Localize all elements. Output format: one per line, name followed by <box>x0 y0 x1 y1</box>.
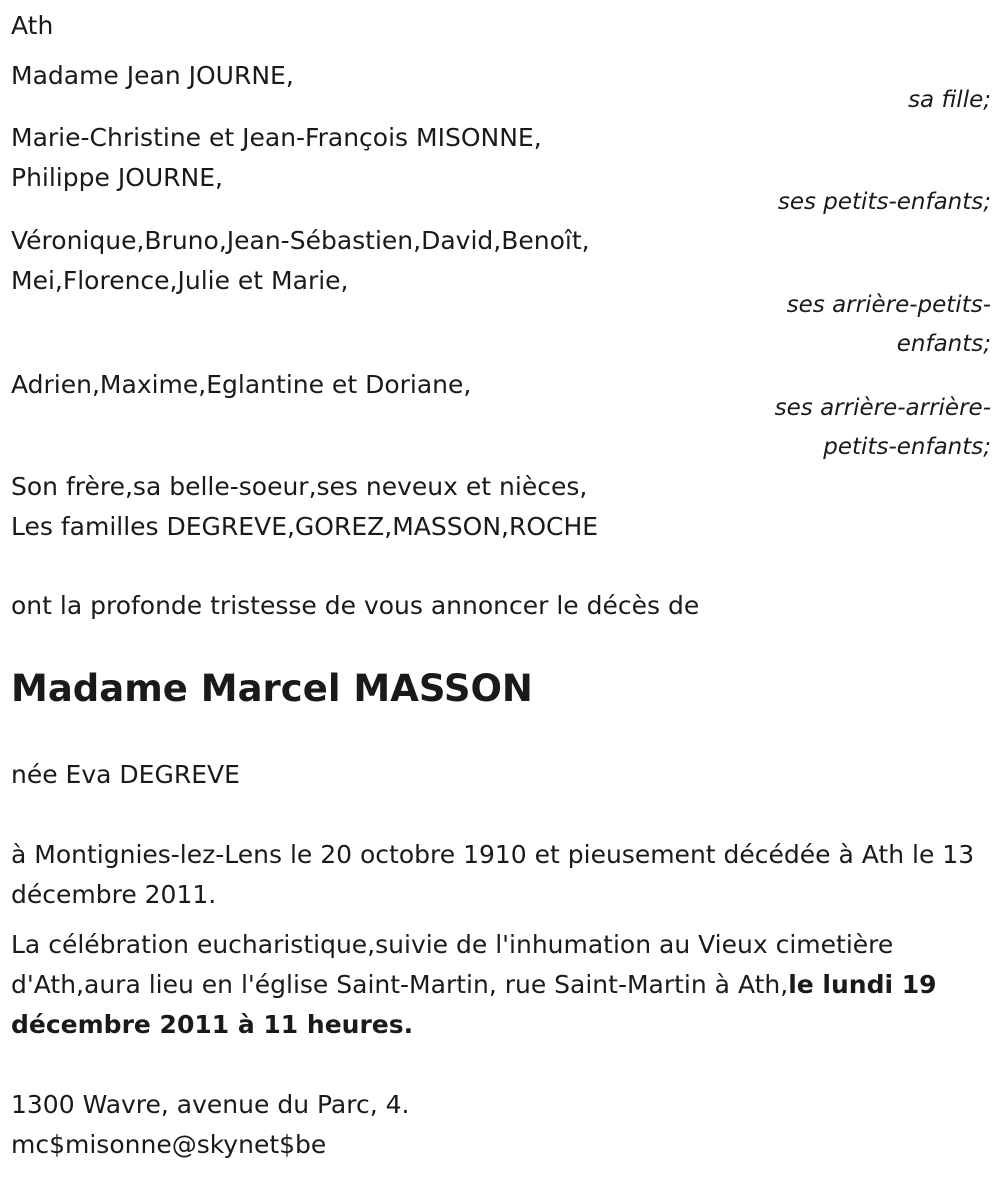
great-great-grandchildren: Adrien,Maxime,Eglantine et Doriane, <box>11 370 472 399</box>
daughter-role: sa fille; <box>908 87 991 113</box>
daughter-name: Madame Jean JOURNE, <box>11 61 294 90</box>
announcement-text: ont la profonde tristesse de vous annoncer le décès de <box>11 591 700 620</box>
contact-address: 1300 Wavre, avenue du Parc, 4. <box>11 1090 410 1119</box>
ceremony-text: La célébration eucharistique,suivie de l'inhumation au Vieux cimetière d'Ath,aura lieu en l'église Saint-Martin, rue Saint-Martin à Ath, <box>11 930 894 999</box>
relatives-line-1: Son frère,sa belle-soeur,ses neveux et nièces, <box>11 472 588 501</box>
grandchildren-role: ses petits-enfants; <box>777 189 991 215</box>
relatives-line-2: Les familles DEGREVE,GOREZ,MASSON,ROCHE <box>11 512 599 541</box>
contact-email: mc$misonne@skynet$be <box>11 1130 327 1159</box>
grandchildren-line-2: Philippe JOURNE, <box>11 163 223 192</box>
great-great-grandchildren-role-line-1: ses arrière-arrière- <box>774 395 991 421</box>
birth-death-details: à Montignies-lez-Lens le 20 octobre 1910 et pieusement décédée à Ath le 13 décembre 2011. <box>11 840 975 909</box>
great-grandchildren-line-1: Véronique,Bruno,Jean-Sébastien,David,Benoît, <box>11 226 590 255</box>
great-great-grandchildren-role-line-2: petits-enfants; <box>823 434 991 460</box>
ceremony-date: le lundi 19 décembre 2011 à 11 heures. <box>11 970 937 1039</box>
great-grandchildren-role-line-1: ses arrière-petits- <box>786 292 991 318</box>
maiden-name: née Eva DEGREVE <box>11 760 240 789</box>
place-label: Ath <box>11 11 54 40</box>
ceremony-details <box>11 925 986 1045</box>
great-grandchildren-role-line-2: enfants; <box>896 331 991 357</box>
deceased-name: Madame Marcel MASSON <box>11 667 533 710</box>
grandchildren-line-1: Marie-Christine et Jean-François MISONNE, <box>11 123 542 152</box>
great-grandchildren-line-2: Mei,Florence,Julie et Marie, <box>11 266 349 295</box>
